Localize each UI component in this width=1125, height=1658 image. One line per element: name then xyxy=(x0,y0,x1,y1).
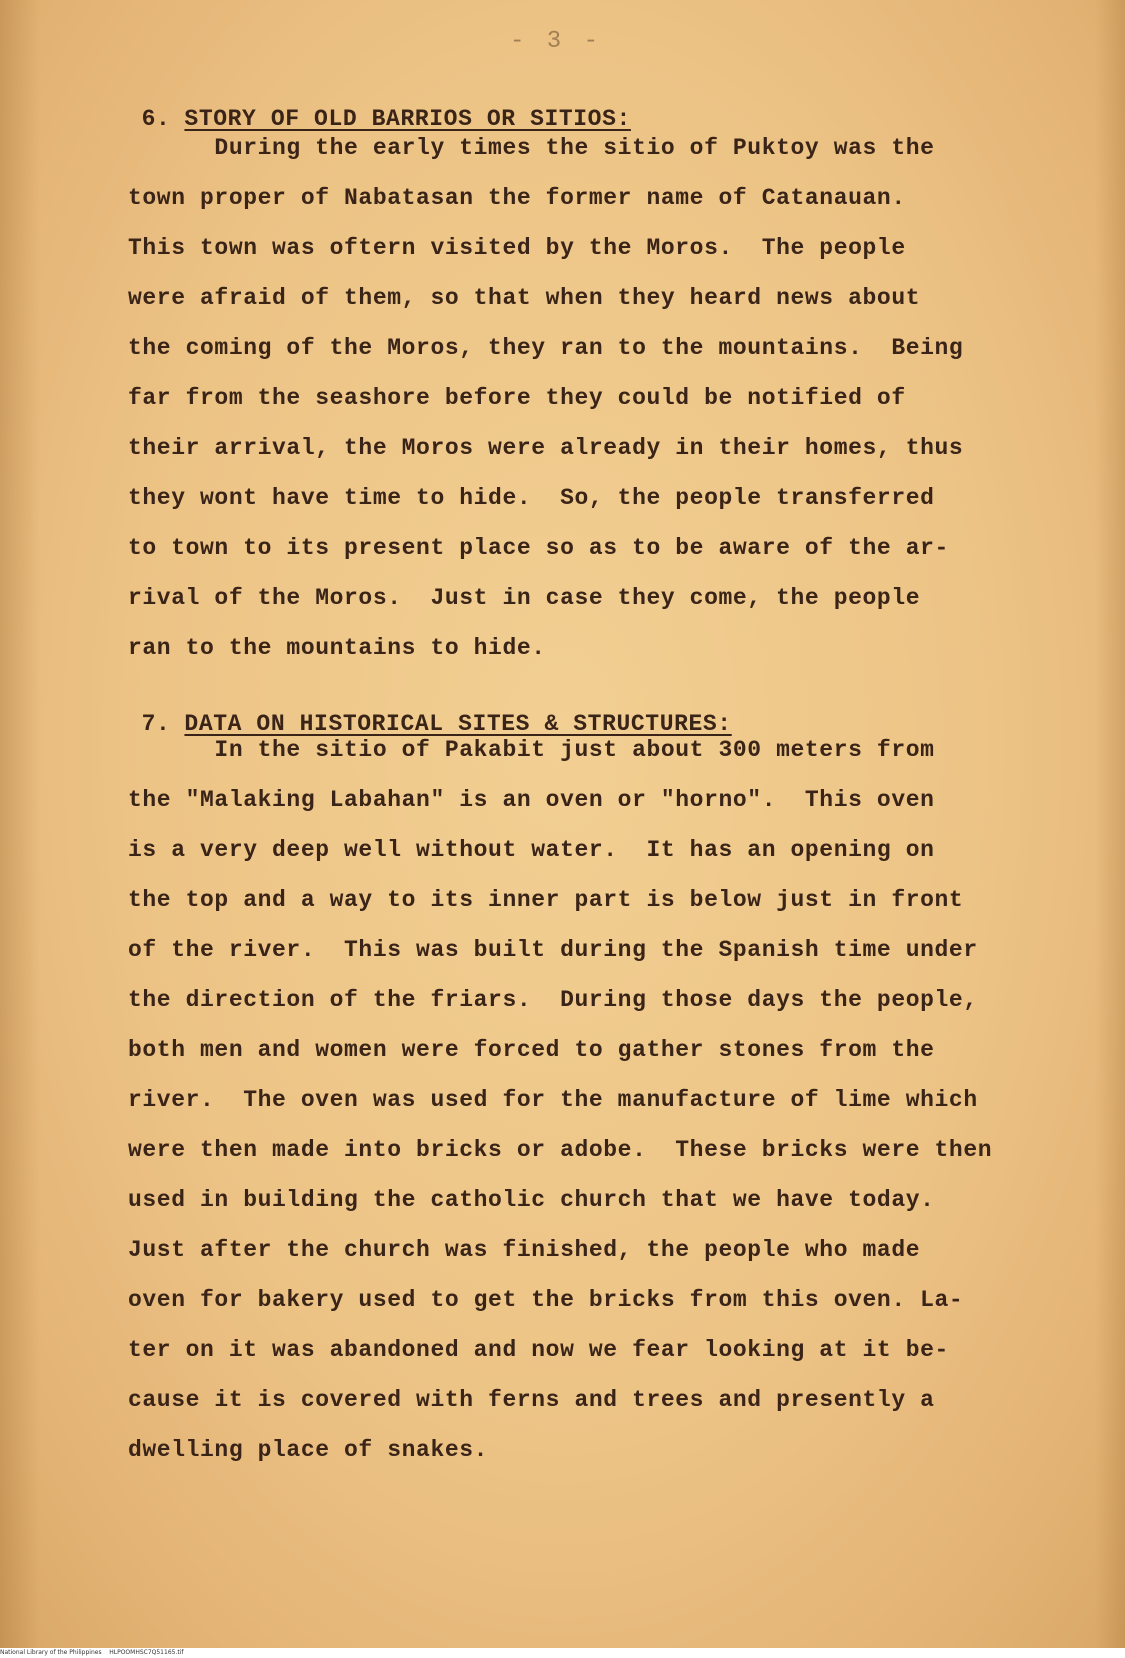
section-6-line: they wont have time to hide. So, the people transferred xyxy=(128,485,935,511)
section-6-line: their arrival, the Moros were already in their homes, thus xyxy=(128,435,964,461)
section-7-line: both men and women were forced to gather stones from the xyxy=(128,1037,935,1063)
section-7-line: were then made into bricks or adobe. These bricks were then xyxy=(128,1137,993,1163)
section-7-line: used in building the catholic church that we have today. xyxy=(128,1187,935,1213)
section-6-line: town proper of Nabatasan the former name of Catanauan. xyxy=(128,185,906,211)
section-6-line: far from the seashore before they could be notified of xyxy=(128,385,906,411)
section-7-line: the "Malaking Labahan" is an oven or "horno". This oven xyxy=(128,787,935,813)
section-7-title: DATA ON HISTORICAL SITES & STRUCTURES: xyxy=(184,711,732,737)
section-6-line: to town to its present place so as to be aware of the ar- xyxy=(128,535,949,561)
section-7-line: is a very deep well without water. It has an opening on xyxy=(128,837,935,863)
footer-file-id: HLPOOMHSC7Q51165.tif xyxy=(109,1649,184,1656)
section-7-line: oven for bakery used to get the bricks from this oven. La- xyxy=(128,1287,964,1313)
section-6-line: were afraid of them, so that when they heard news about xyxy=(128,285,921,311)
section-6-line: rival of the Moros. Just in case they come, the people xyxy=(128,585,921,611)
footer-source: National Library of the Philippines xyxy=(0,1649,102,1656)
scan-footer xyxy=(0,1648,1125,1658)
section-7-line: the direction of the friars. During those days the people, xyxy=(128,987,978,1013)
section-6-title: STORY OF OLD BARRIOS OR SITIOS: xyxy=(184,106,631,132)
section-7-number: 7. xyxy=(141,711,171,737)
section-6-line: During the early times the sitio of Puktoy was the xyxy=(128,135,935,161)
section-6-line: ran to the mountains to hide. xyxy=(128,635,546,661)
page-number: - 3 - xyxy=(510,28,603,55)
section-7-line: Just after the church was finished, the people who made xyxy=(128,1237,921,1263)
section-7-line: dwelling place of snakes. xyxy=(128,1437,489,1463)
section-6-line: the coming of the Moros, they ran to the mountains. Being xyxy=(128,335,964,361)
section-7-line: cause it is covered with ferns and trees and presently a xyxy=(128,1387,935,1413)
section-7-line: the top and a way to its inner part is below just in front xyxy=(128,887,964,913)
section-7-line: ter on it was abandoned and now we fear looking at it be- xyxy=(128,1337,949,1363)
section-7-line: In the sitio of Pakabit just about 300 meters from xyxy=(128,737,935,763)
section-6-number: 6. xyxy=(141,106,171,132)
section-6-line: This town was oftern visited by the Moros. The people xyxy=(128,235,906,261)
section-7-line: of the river. This was built during the Spanish time under xyxy=(128,937,978,963)
section-7-line: river. The oven was used for the manufacture of lime which xyxy=(128,1087,978,1113)
